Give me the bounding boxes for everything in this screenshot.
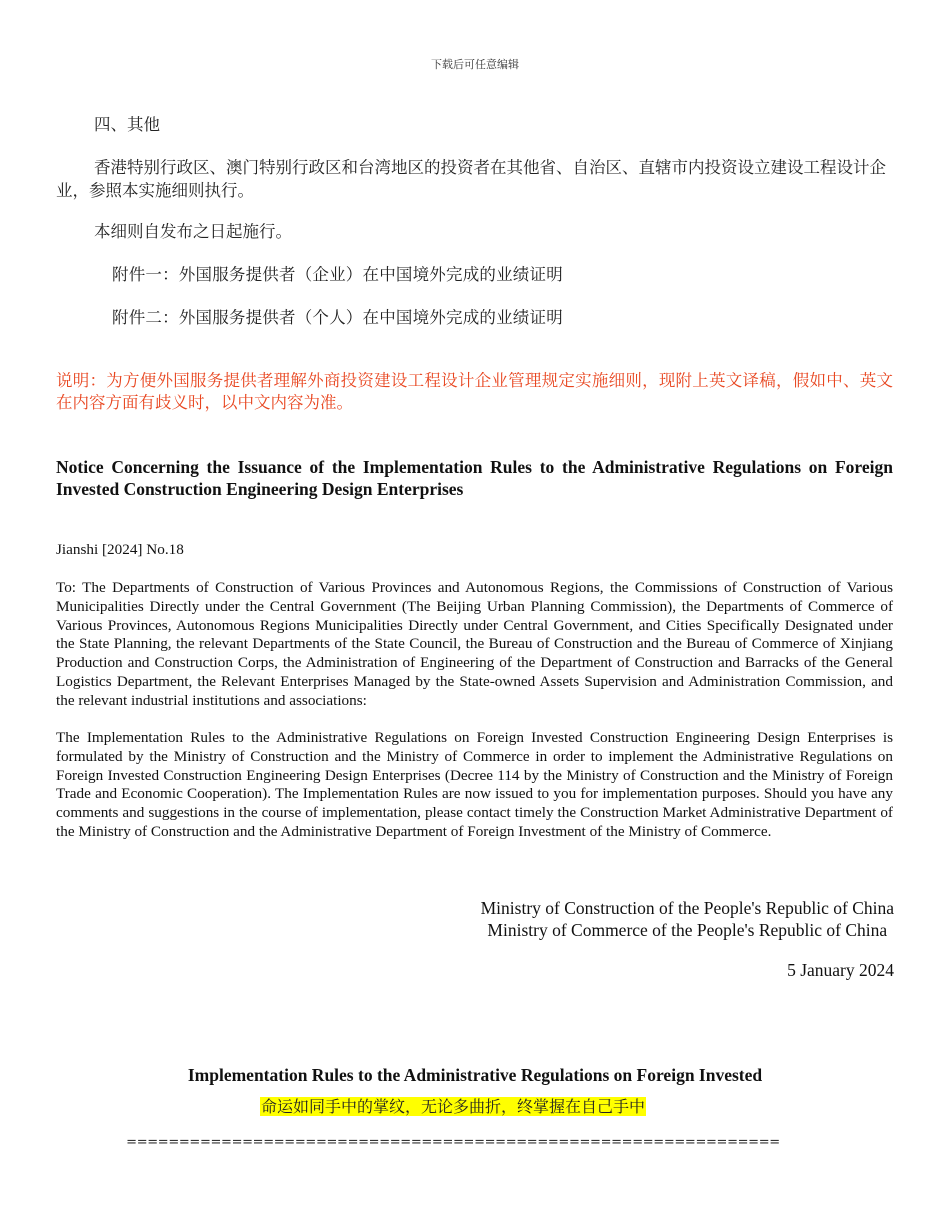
translation-note: 说明：为方便外国服务提供者理解外商投资建设工程设计企业管理规定实施细则，现附上英文译稿，假如中、英文在内容方面有歧义时，以中文内容为准。 (56, 371, 893, 412)
notice-title: Notice Concerning the Issuance of the Implementation Rules to the Administrative Regulations on Foreign Invested Construction Engineering Design Enterprises (56, 457, 893, 499)
section-heading-other: 四、其他 (94, 115, 160, 134)
page-header-watermark: 下载后可任意编辑 (431, 58, 519, 71)
notice-body-paragraph: The Implementation Rules to the Administrative Regulations on Foreign Invested Construction Engineering Design Enterprises is formulated by the Ministry of Construction and the Ministry of Commerce in order to implement the Administrative Regulations on Foreign Invested Construction Engineering Design Enterprises (Decree 114 by the Ministry of Construction and the Ministry of Foreign Trade and Economic Cooperation). The Implementation Rules are now issued to you for implementation purposes. Should you have any comments and suggestions in the course of implementation, please contact timely the Construction Market Administrative Department of the Ministry of Construction and the Administrative Department of Foreign Investment of the Ministry of Commerce. (56, 729, 893, 840)
cn-paragraph-effective-date: 本细则自发布之日起施行。 (94, 222, 292, 241)
issue-date: 5 January 2024 (787, 960, 894, 980)
cn-paragraph-hk-macau-taiwan: 香港特别行政区、澳门特别行政区和台湾地区的投资者在其他省、自治区、直辖市内投资设立建设工程设计企业，参照本实施细则执行。 (56, 158, 886, 200)
document-number: Jianshi [2024] No.18 (56, 541, 184, 558)
annex-1-link: 附件一：外国服务提供者（企业）在中国境外完成的业绩证明 (112, 265, 563, 284)
implementation-rules-title: Implementation Rules to the Administrative Regulations on Foreign Invested (187, 1065, 763, 1085)
addressees-paragraph: To: The Departments of Construction of Various Provinces and Autonomous Regions, the Commissions of Construction of Various Municipalities Directly under the Central Government (The Beijing Urban Planning Commission), the Departments of Commerce of Various Provinces, Autonomous Regions Municipalities Directly under Central Government, and Cities Specifically Designated under the State Planning, the relevant Departments of the State Council, the Bureau of Construction and the Bureau of Commerce of Xinjiang Production and Construction Corps, the Administration of Engineering of the Department of Construction and Barracks of the General Logistics Department, the Relevant Enterprises Managed by the State-owned Assets Supervision and Administration Commission, and the relevant industrial institutions and associations: (56, 579, 893, 709)
motto-wrapper (0, 1096, 906, 1118)
divider-line: ============================================================== (126, 1135, 780, 1150)
signature-ministry-construction: Ministry of Construction of the People's Republic of China (480, 898, 894, 918)
annex-2-link: 附件二：外国服务提供者（个人）在中国境外完成的业绩证明 (112, 308, 563, 327)
highlighted-motto: 命运如同手中的掌纹，无论多曲折，终掌握在自己手中 (260, 1097, 645, 1116)
signature-ministry-commerce: Ministry of Commerce of the People's Republic of China (487, 919, 888, 940)
signature-block (481, 898, 894, 941)
